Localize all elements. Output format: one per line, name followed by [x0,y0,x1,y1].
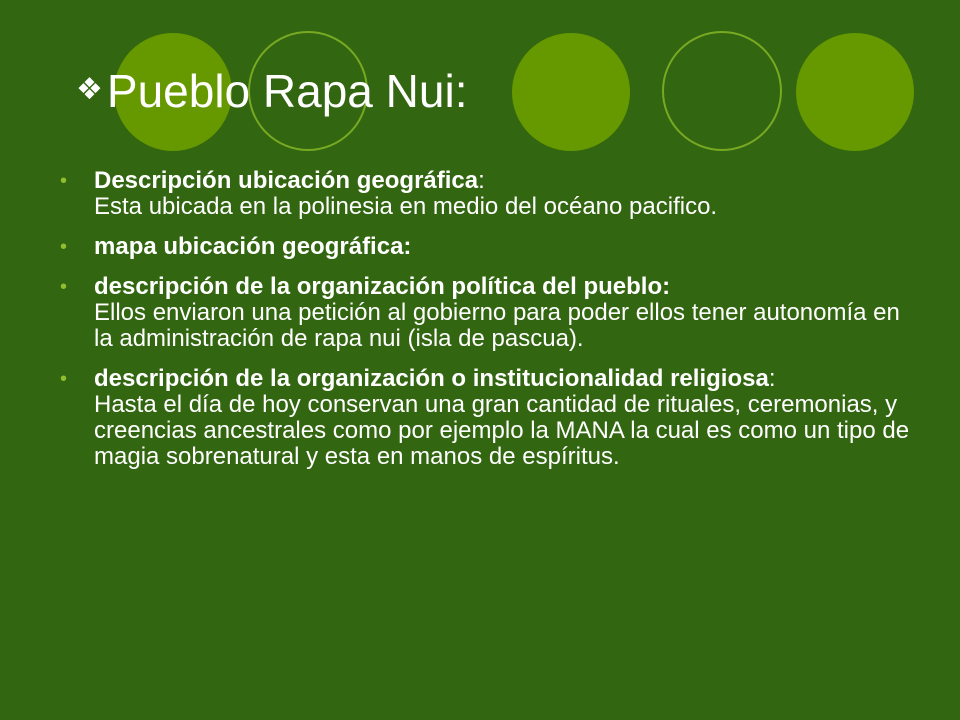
item-label: descripción de la organización política del pueblo: [94,273,671,300]
decor-circle-filled-3 [796,33,914,151]
item-label: Descripción ubicación geográfica [94,167,479,194]
slide-title [76,62,467,119]
list-item [60,168,920,220]
item-text: Hasta el día de hoy conservan una gran cantidad de rituales, ceremonias, y creencias ancestrales como por ejemplo la MANA la cual es como un tipo de magia sobrenatural y esta en manos de espíritus. [94,391,910,470]
slide-title-text: Pueblo Rapa Nui: [106,65,468,117]
list-item [60,366,920,470]
diamond-bullet-icon: ❖ [76,73,103,106]
list-item [60,234,920,260]
item-suffix: : [478,167,485,194]
bullet-dot-icon: • [60,236,68,258]
bullet-dot-icon: • [60,368,68,390]
bullet-list [60,168,920,484]
decor-circle-ring-2 [662,31,782,151]
list-item [60,274,920,352]
item-label: mapa ubicación geográfica: [94,233,412,260]
item-suffix: : [768,365,776,392]
item-text: Ellos enviaron una petición al gobierno para poder ellos tener autonomía en la administración de rapa nui (isla de pascua). [94,299,900,352]
item-label: descripción de la organización o institucionalidad religiosa [94,365,769,392]
bullet-dot-icon: • [60,170,68,192]
bullet-dot-icon: • [60,276,68,298]
decor-circle-filled-2 [512,33,630,151]
item-text: Esta ubicada en la polinesia en medio del océano pacifico. [94,193,718,220]
